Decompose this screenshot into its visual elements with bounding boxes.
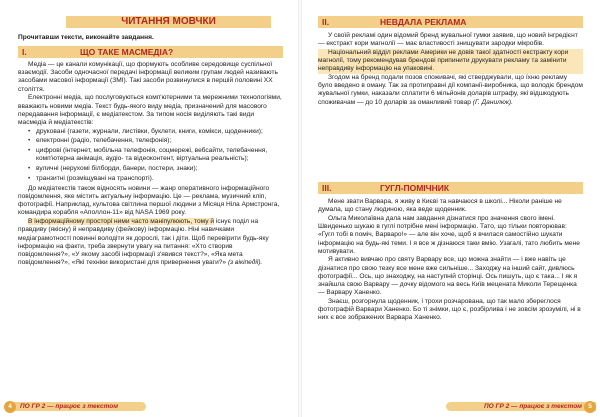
right-body-top <box>318 32 583 107</box>
section-title: ГУГЛ-ПОМІЧНИК <box>380 183 450 193</box>
bullet-icon: • <box>28 137 31 145</box>
bullet-icon: • <box>28 127 31 135</box>
section-band-2 <box>318 16 583 28</box>
paragraph: Згодом на бренд подали позов споживачі, які стверджували, що їхню рекламу було введено в оману. Так за протиправні дії компанії-виробника, що володіє брендом жувальної гумки, наказали сплатити 6 мільйонів доларів штрафу, які відшкодують споживачам — до 10 доларів за оманливий товар (Г. Данилюк). <box>318 74 583 106</box>
list-item: • друковані (газети, журнали, листівки, буклети, книги, комікси, щоденники); <box>28 127 263 135</box>
media-types-list <box>18 128 283 184</box>
source-citation: (Г. Данилюк). <box>472 98 513 106</box>
paragraph: Мене звати Варвара, я живу в Києві та навчаюся в школі... Ніколи раніше не думала, що стану людиною, яка веде щоденник. <box>318 198 562 214</box>
paragraph: Ольга Миколаївна дала нам завдання дізнатися про значення свого імені. Швиденько шукаю в гуглі потрібне мені інформацію. Тато, що тільки повторював: «Гугл тобі в поміч, Варваро!» — але він хоче, щоб я вчилася самостійно шукати інформацію на будь-які теми. І я все ж дізнаюся таки вмію. Узагалі, тато любить мене мотивувати. <box>318 214 580 255</box>
list-item: • електронні (радіо, телебачення, телефонія); <box>28 137 172 145</box>
section-number: I. <box>22 47 27 57</box>
bullet-icon: • <box>28 175 31 183</box>
band-title: ЧИТАННЯ МОВЧКИ <box>121 16 216 27</box>
section-band-3 <box>318 182 583 194</box>
paragraph: У своїй рекламі один відомий бренд жувальної гумки заявив, що новий інгредієнт — екстракт кори магнолії — має властивості знищувати зародки мікробів. <box>318 32 578 48</box>
list-item: • транзитні (розміщувані на транспорті). <box>28 175 154 183</box>
bullet-icon: • <box>28 165 31 173</box>
paragraph: Знаєш, розгорнула щоденник, і трохи розчарована, що так мало збереглося фотографій Варвари Ханенко. Бо ті знімки, що є, розбірлива і не зовсім зрозумілі, ні в них є все зображених Варвара Ханенко. <box>318 297 581 322</box>
list-item: • цифрові (інтернет, мобільна телефонія, соцмережі, вебсайти, телебачення, комп'ютерна анімація, аудіо- та відеоконтент, віртуальна реальність); <box>28 147 268 163</box>
section-title: НЕВДАЛА РЕКЛАМА <box>380 17 467 27</box>
right-page <box>300 0 600 417</box>
page-number: 5 <box>584 401 596 413</box>
footer-running-title: ПО ГР 2 — працює з текстом <box>6 402 146 411</box>
page-number: 4 <box>4 401 16 413</box>
section-number: II. <box>322 17 330 27</box>
section-band-1 <box>18 46 283 58</box>
section-title: ЩО ТАКЕ МАСМЕДІА? <box>80 47 174 57</box>
list-item: • вуличні (нерухомі білборди, банери, постери, знаки); <box>28 165 198 173</box>
left-body <box>18 61 283 268</box>
right-body-bottom <box>318 198 583 323</box>
paragraph: До медіатекстів також відносять новини — жанр оперативного інформаційного повідомлення, яке містить актуальну інформацію. Це — реклама, музичний кліп, фотографії. Наприклад, культова світлина першої людини з Місяця Ніла Армстронга, командира корабля «Аполлон-11» від NASA 1969 року. <box>18 184 280 217</box>
bullet-icon: • <box>28 147 31 155</box>
footer-running-title: ПО ГР 2 — працює з текстом <box>446 402 596 411</box>
paragraph: Я активно вивчаю про святу Варвару все, що можна знайти — і вже навіть це дізнатися про свою тезку все мене вже сильніше... Заходжу на інший сайт, дивлюсь фотографії... Ось, що знаходжу, на наступній сторінці. Ось пишуть, що є така... І як я знайшла свою Варвару — дочку відомого на весь Київ мецената Миколи Терещенка — Варвару Ханенко. <box>318 256 578 297</box>
paragraph: Національний відділ реклами Америки не довів такої здатності екстракту кори магнолії, тому рекомендував брендові припинити друкувати рекламу та замінити неправдиву інформацію на упаковині. <box>318 49 583 74</box>
source-citation: (з вікіпедії). <box>227 259 263 267</box>
section-number: III. <box>322 183 332 193</box>
paragraph: В інформаційному просторі ними часто маніпулюють, тому й існує поділ на правдиву (якісну) й неправдиву (фейкову) інформацію. Ніні навичками медіаграмотності повинні володіти як дорослі, так і діти. Щоб перевірити будь-яку інформацію на факти, треба звернути увагу на питання: «Хто створив повідомлення?», «У якому засобі інформації з'явився текст?», «Яка мета повідомлення?», «Які техніки використані для привернення уваги?» (з вікіпедії). <box>18 218 269 267</box>
paragraph: Електронні медіа, що послуговуються комп'ютерними та мережними технологіями, вважають новими медіа. Текст будь-якого виду медіа, призначений для масового передавання інформації, є медіатекстом. За типом носія виділяють такі види масмедіа й медіатекстів: <box>18 94 282 126</box>
paragraph: Медіа — це канали комунікації, що формують особливе середовище суспільної взаємодії. Засоби одночасної передачі інформації великим групам людей називають засобами масової інформації (ЗМІ). Такі засоби розвинулися в першій половині ХХ століття. <box>18 61 278 93</box>
instruction: Прочитавши тексти, виконайте завдання. <box>18 34 154 41</box>
section-band-reading <box>66 16 271 28</box>
